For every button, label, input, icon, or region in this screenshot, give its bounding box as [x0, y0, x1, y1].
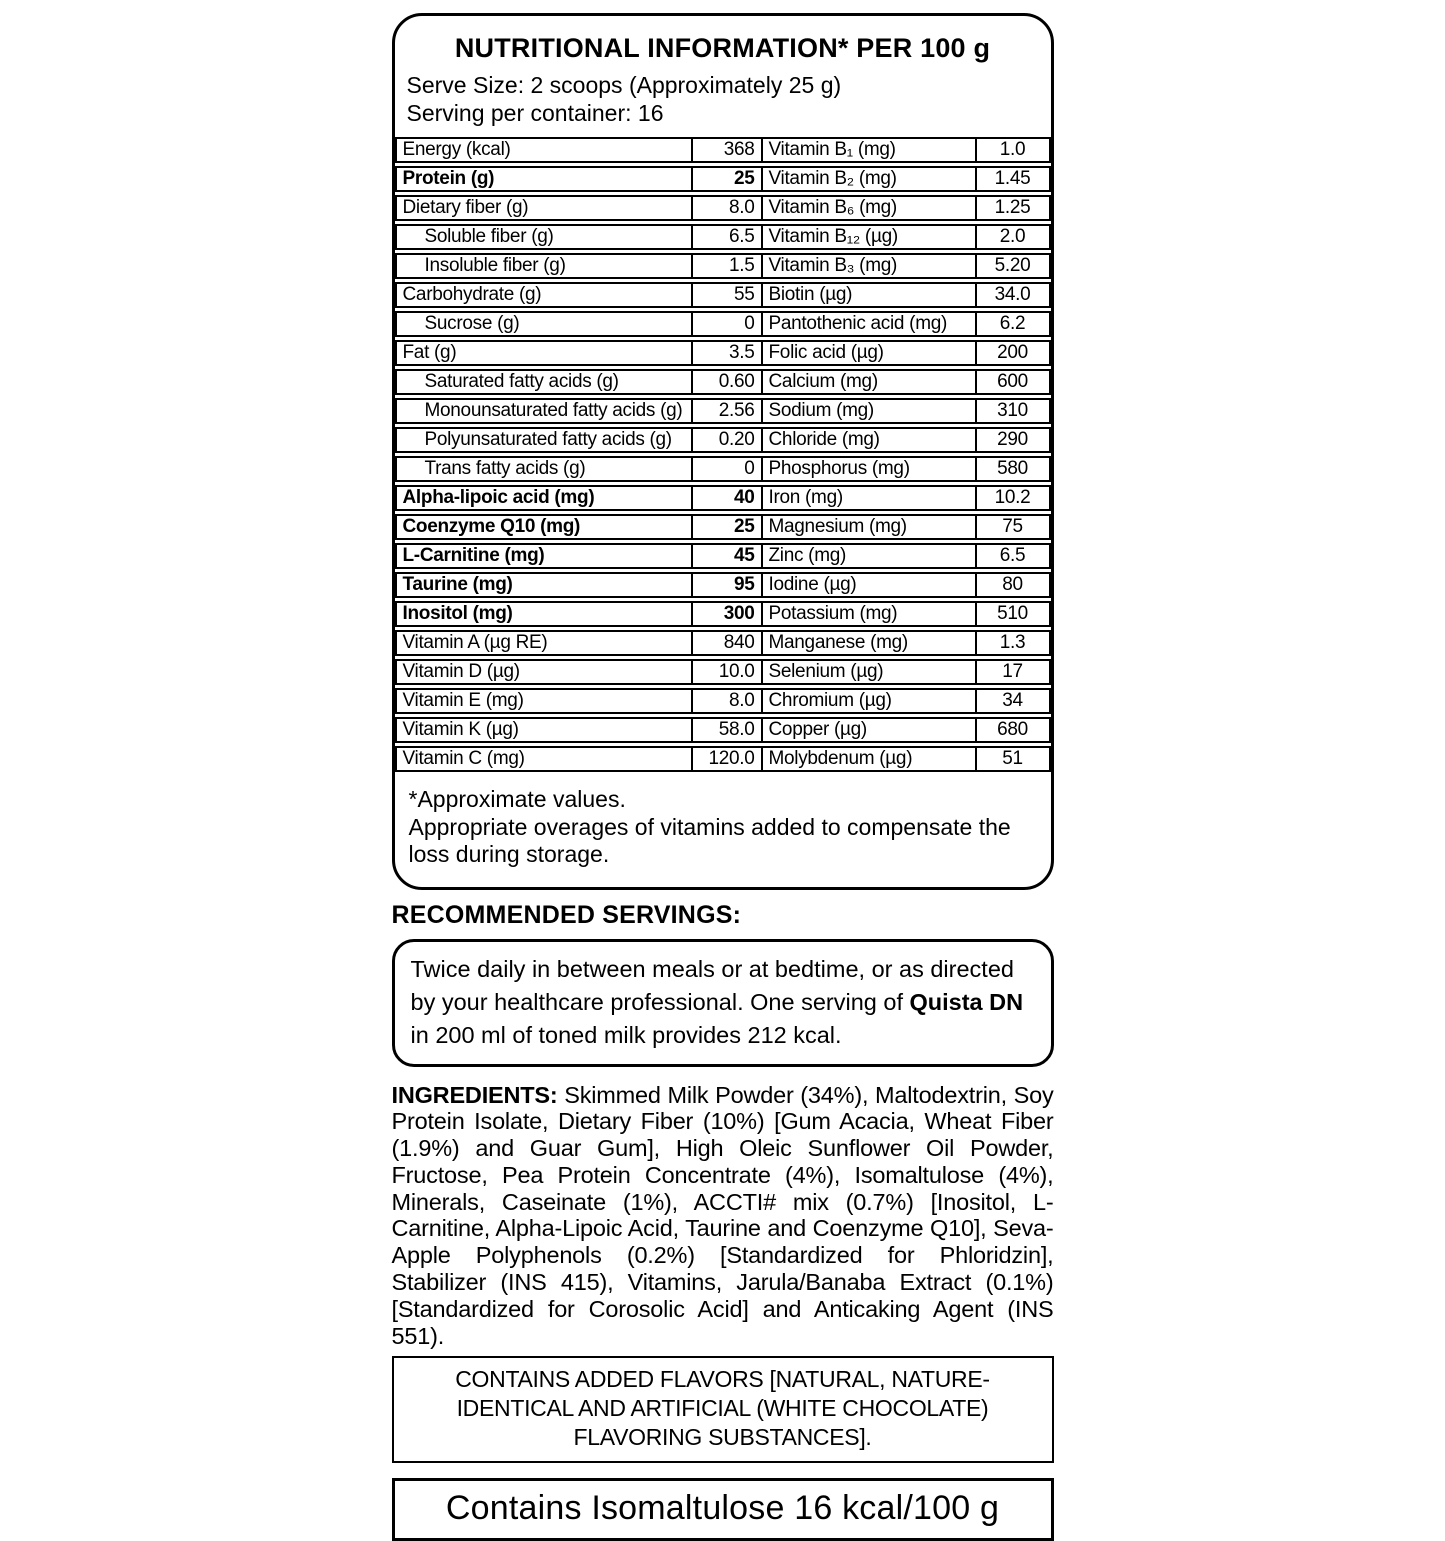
- nutrient-label: Molybdenum (µg): [763, 746, 977, 772]
- nutrient-value: 80: [977, 572, 1051, 598]
- nutrient-value: 6.5: [977, 543, 1051, 569]
- serve-size-line: Serve Size: 2 scoops (Approximately 25 g): [406, 72, 842, 98]
- nutrient-value: 10.0: [693, 659, 763, 685]
- recommended-servings-heading: RECOMMENDED SERVINGS:: [391, 900, 742, 929]
- nutrient-label: Biotin (µg): [763, 282, 977, 308]
- nutrient-value: 200: [977, 340, 1051, 366]
- nutrient-label: Vitamin A (µg RE): [395, 630, 693, 656]
- nutrient-label: Folic acid (µg): [763, 340, 977, 366]
- nutrient-value: 120.0: [693, 746, 763, 772]
- table-row: [395, 717, 1051, 743]
- table-row: [395, 311, 1051, 337]
- nutrient-label: Protein (g): [395, 166, 693, 192]
- table-row: [395, 746, 1051, 772]
- nutrient-label: Iodine (µg): [763, 572, 977, 598]
- nutrient-value: 1.0: [977, 137, 1051, 163]
- nutrient-label: Vitamin K (µg): [395, 717, 693, 743]
- isomaltulose-box: Contains Isomaltulose 16 kcal/100 g: [392, 1478, 1054, 1541]
- nutrient-value: 0: [693, 311, 763, 337]
- table-row: [395, 166, 1051, 192]
- nutrient-label: Calcium (mg): [763, 369, 977, 395]
- table-row: [395, 253, 1051, 279]
- nutrient-value: 17: [977, 659, 1051, 685]
- recommended-servings-box: [392, 939, 1054, 1067]
- nutrition-rows: [395, 137, 1051, 772]
- table-row: [395, 601, 1051, 627]
- nutrient-value: 0.60: [693, 369, 763, 395]
- nutrient-value: 3.5: [693, 340, 763, 366]
- nutrient-value: 368: [693, 137, 763, 163]
- nutrient-label: Vitamin D (µg): [395, 659, 693, 685]
- nutrient-value: 0: [693, 456, 763, 482]
- table-row: [395, 688, 1051, 714]
- nutrient-value: 680: [977, 717, 1051, 743]
- nutrient-label: Monounsaturated fatty acids (g): [395, 398, 693, 424]
- table-row: [395, 572, 1051, 598]
- nutrient-value: 58.0: [693, 717, 763, 743]
- table-row: [395, 398, 1051, 424]
- nutrient-value: 2.0: [977, 224, 1051, 250]
- nutrient-value: 75: [977, 514, 1051, 540]
- footnote-line-1: *Approximate values.: [408, 786, 626, 812]
- nutrient-value: 34: [977, 688, 1051, 714]
- nutrient-label: Taurine (mg): [395, 572, 693, 598]
- nutrient-label: Inositol (mg): [395, 601, 693, 627]
- nutrient-value: 310: [977, 398, 1051, 424]
- nutrient-value: 6.5: [693, 224, 763, 250]
- nutrient-value: 580: [977, 456, 1051, 482]
- nutrient-value: 600: [977, 369, 1051, 395]
- table-row: [395, 659, 1051, 685]
- table-row: [395, 427, 1051, 453]
- nutrition-panel: [392, 13, 1054, 890]
- nutrient-label: Zinc (mg): [763, 543, 977, 569]
- table-row: [395, 224, 1051, 250]
- table-row: [395, 630, 1051, 656]
- nutrient-label: Sodium (mg): [763, 398, 977, 424]
- nutrient-label: Vitamin E (mg): [395, 688, 693, 714]
- nutrient-value: 5.20: [977, 253, 1051, 279]
- nutrient-label: Energy (kcal): [395, 137, 693, 163]
- table-row: [395, 543, 1051, 569]
- nutrient-label: Fat (g): [395, 340, 693, 366]
- nutrient-value: 25: [693, 166, 763, 192]
- nutrient-value: 8.0: [693, 195, 763, 221]
- nutrient-value: 840: [693, 630, 763, 656]
- brand-name: Quista DN: [909, 988, 1024, 1015]
- nutrient-label: Dietary fiber (g): [395, 195, 693, 221]
- nutrient-value: 1.25: [977, 195, 1051, 221]
- nutrient-label: Trans fatty acids (g): [395, 456, 693, 482]
- flavors-box: [392, 1356, 1054, 1463]
- table-row: [395, 514, 1051, 540]
- recommended-text-before: Twice daily in between meals or at bedtime, or as directed by your healthcare professional. One serving of: [410, 955, 1014, 1015]
- nutrient-label: Copper (µg): [763, 717, 977, 743]
- panel-title: NUTRITIONAL INFORMATION* PER 100 g: [454, 33, 991, 63]
- table-row: [395, 485, 1051, 511]
- nutrient-label: Vitamin B₆ (mg): [763, 195, 977, 221]
- nutrient-label: Magnesium (mg): [763, 514, 977, 540]
- table-row: [395, 369, 1051, 395]
- nutrient-label: Phosphorus (mg): [763, 456, 977, 482]
- nutrient-value: 290: [977, 427, 1051, 453]
- servings-per-container-line: Serving per container: 16: [406, 100, 664, 126]
- nutrient-value: 6.2: [977, 311, 1051, 337]
- nutrient-label: Saturated fatty acids (g): [395, 369, 693, 395]
- nutrient-value: 51: [977, 746, 1051, 772]
- nutrient-label: Manganese (mg): [763, 630, 977, 656]
- nutrient-label: Selenium (µg): [763, 659, 977, 685]
- nutrient-value: 2.56: [693, 398, 763, 424]
- nutrient-value: 300: [693, 601, 763, 627]
- nutrient-label: Sucrose (g): [395, 311, 693, 337]
- table-row: [395, 195, 1051, 221]
- nutrient-value: 1.45: [977, 166, 1051, 192]
- table-row: [395, 282, 1051, 308]
- footnote-line-2: Appropriate overages of vitamins added to compensate the loss during storage.: [408, 813, 1011, 867]
- table-row: [395, 137, 1051, 163]
- ingredients-paragraph: [392, 1082, 1054, 1350]
- nutrient-label: Potassium (mg): [763, 601, 977, 627]
- nutrient-label: Carbohydrate (g): [395, 282, 693, 308]
- table-row: [395, 456, 1051, 482]
- nutrient-value: 8.0: [693, 688, 763, 714]
- table-row: [395, 340, 1051, 366]
- nutrient-label: Vitamin C (mg): [395, 746, 693, 772]
- nutrient-label: Vitamin B₁ (mg): [763, 137, 977, 163]
- nutrient-label: Pantothenic acid (mg): [763, 311, 977, 337]
- label-content: [392, 0, 1054, 1541]
- nutrient-value: 25: [693, 514, 763, 540]
- nutrient-value: 55: [693, 282, 763, 308]
- nutrient-label: Iron (mg): [763, 485, 977, 511]
- nutrient-label: Vitamin B₃ (mg): [763, 253, 977, 279]
- nutrition-table: [395, 134, 1051, 775]
- nutrient-value: 40: [693, 485, 763, 511]
- nutrient-label: Alpha-lipoic acid (mg): [395, 485, 693, 511]
- nutrient-label: Coenzyme Q10 (mg): [395, 514, 693, 540]
- nutrient-value: 10.2: [977, 485, 1051, 511]
- flavors-text: CONTAINS ADDED FLAVORS [NATURAL, NATURE-IDENTICAL AND ARTIFICIAL (WHITE CHOCOLATE) FLAVORING SUBSTANCES].: [455, 1366, 990, 1451]
- footnote: [395, 775, 1051, 883]
- ingredients-heading: INGREDIENTS:: [391, 1081, 558, 1108]
- nutrient-label: Insoluble fiber (g): [395, 253, 693, 279]
- nutrient-value: 1.3: [977, 630, 1051, 656]
- nutrient-value: 45: [693, 543, 763, 569]
- nutrient-value: 0.20: [693, 427, 763, 453]
- nutrient-label: Chromium (µg): [763, 688, 977, 714]
- nutrient-label: Soluble fiber (g): [395, 224, 693, 250]
- nutrient-label: Polyunsaturated fatty acids (g): [395, 427, 693, 453]
- nutrient-value: 510: [977, 601, 1051, 627]
- nutrient-label: Chloride (mg): [763, 427, 977, 453]
- recommended-text-after: in 200 ml of toned milk provides 212 kcal.: [410, 1021, 842, 1048]
- nutrient-label: L-Carnitine (mg): [395, 543, 693, 569]
- nutrient-label: Vitamin B₁₂ (µg): [763, 224, 977, 250]
- nutrient-value: 95: [693, 572, 763, 598]
- nutrient-value: 1.5: [693, 253, 763, 279]
- ingredients-text: Skimmed Milk Powder (34%), Maltodextrin, Soy Protein Isolate, Dietary Fiber (10%) [Gum Acacia, Wheat Fiber (1.9%) and Guar Gum], High Oleic Sunflower Oil Powder, Fructose, Pea Protein Concentrate (4%), Isomaltulose (4%), Minerals, Caseinate (1%), ACCTI# mix (0.7%) [Inositol, L-Carnitine, Alpha-Lipoic Acid, Taurine and Coenzyme Q10], Seva-Apple Polyphenols (0.2%) [Standardized for Phloridzin], Stabilizer (INS 415), Vitamins, Jarula/Banaba Extract (0.1%) [Standardized for Corosolic Acid] and Anticaking Agent (INS 551).: [391, 1081, 1054, 1349]
- nutrient-label: Vitamin B₂ (mg): [763, 166, 977, 192]
- nutrient-value: 34.0: [977, 282, 1051, 308]
